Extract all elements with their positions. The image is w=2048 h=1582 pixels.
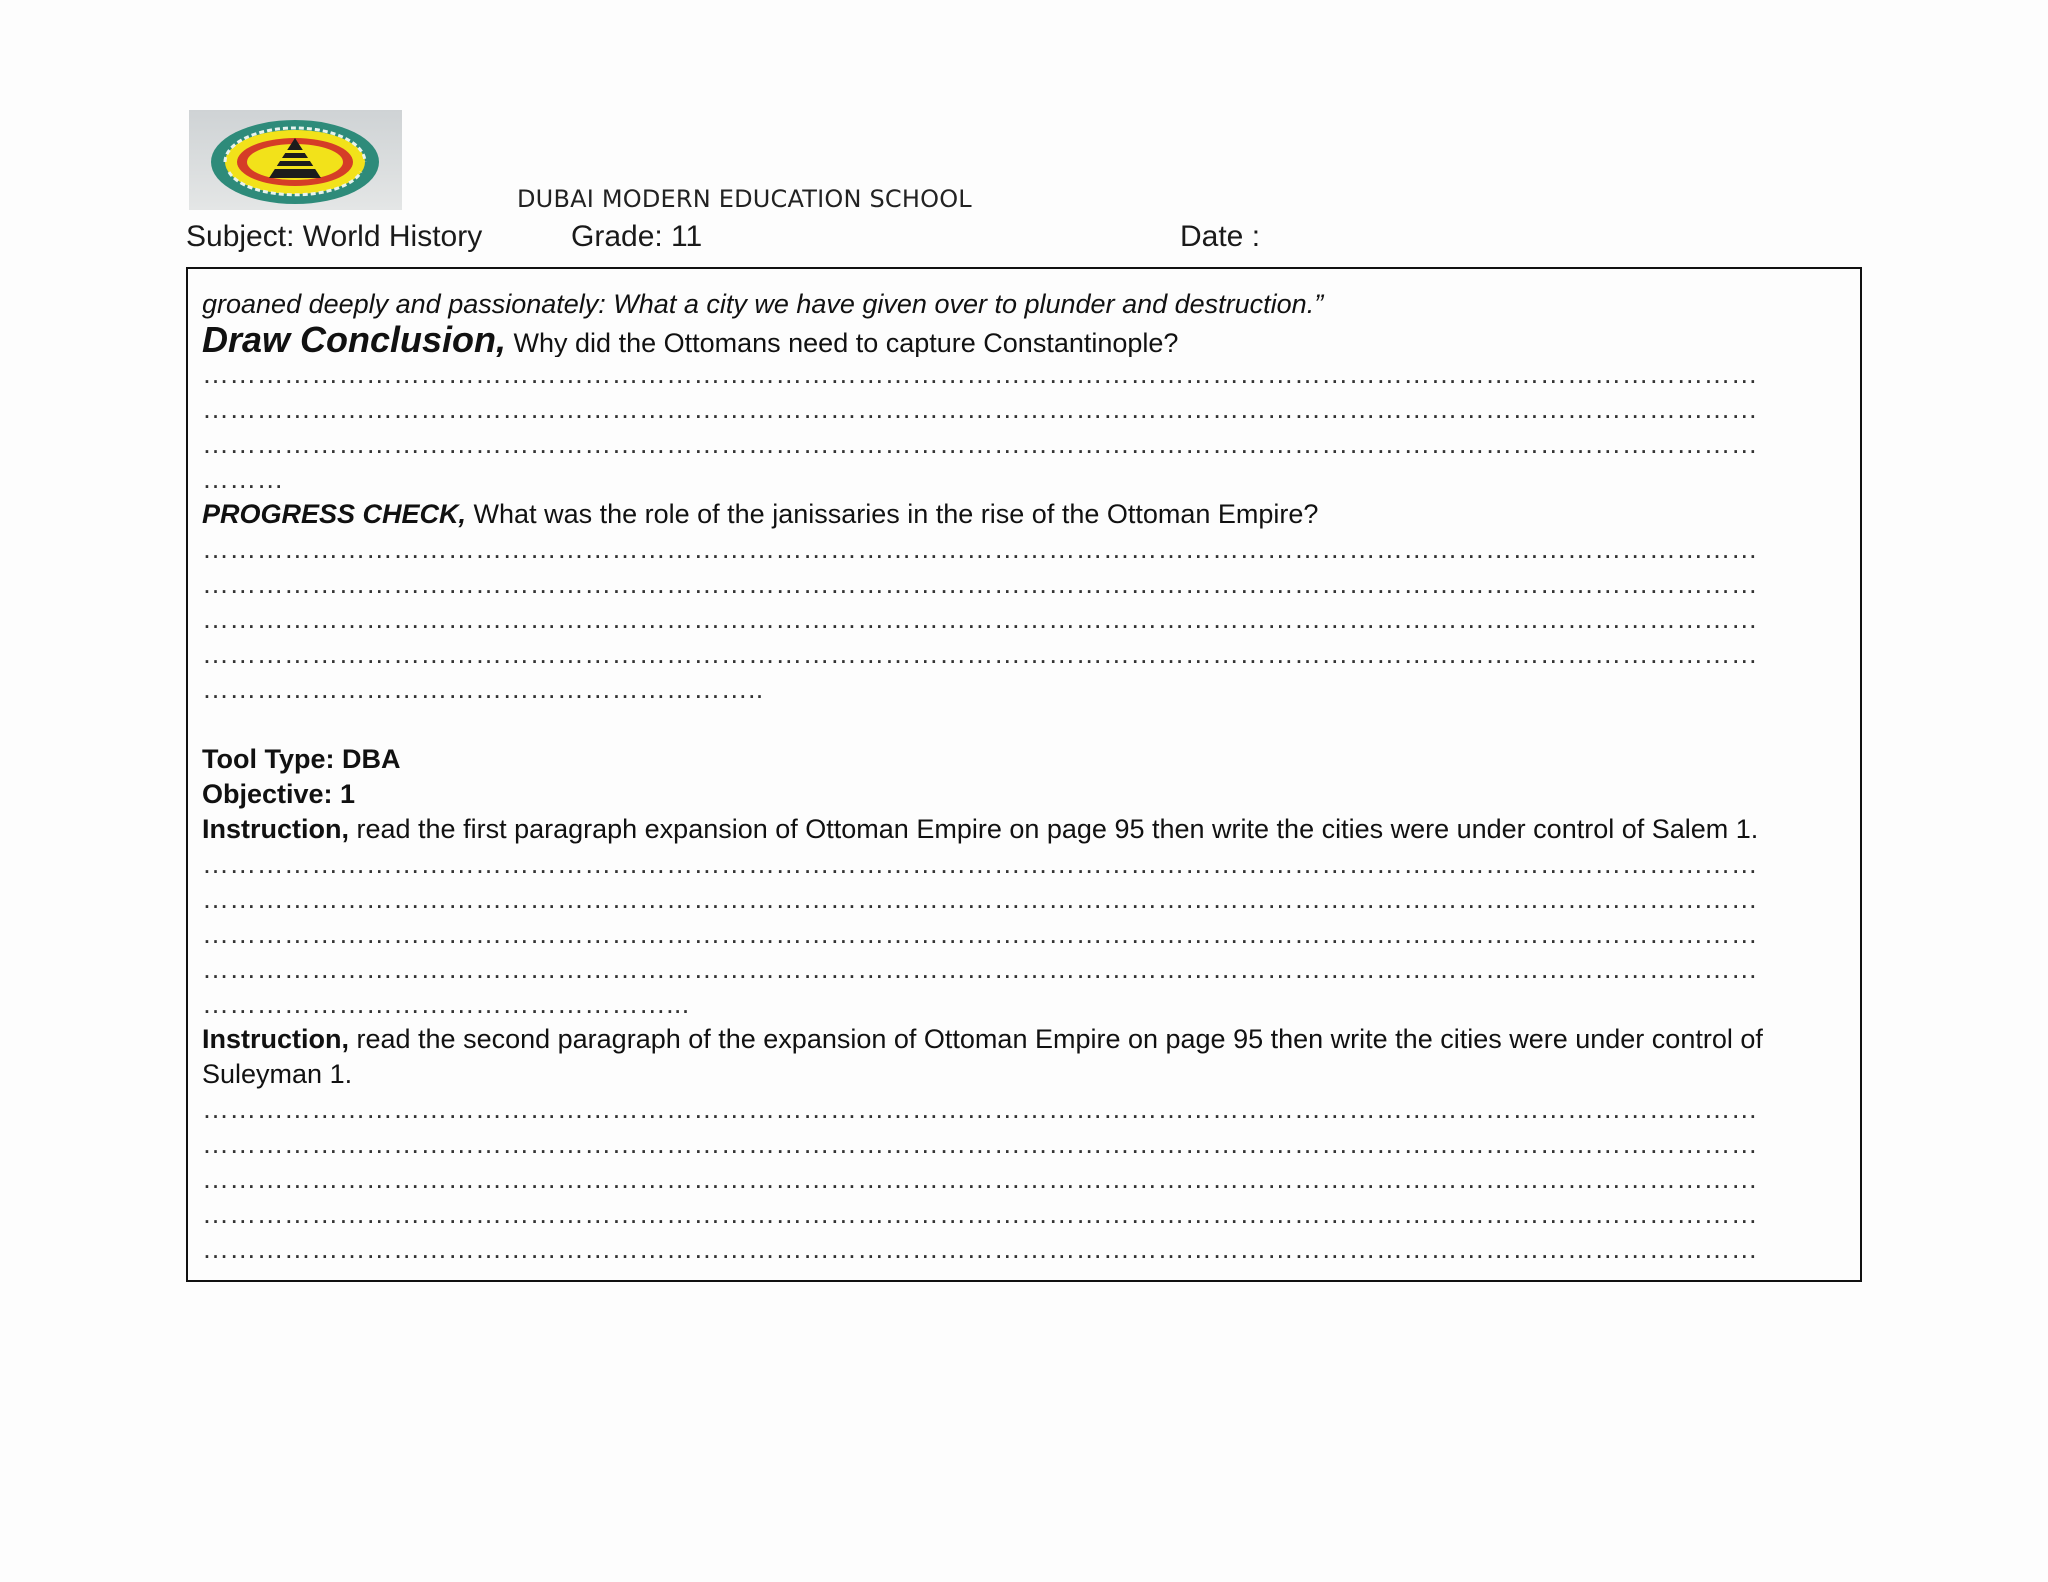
answer-line[interactable]: ……………………………………………………………………………………………………………………………………………………… xyxy=(202,1164,1759,1194)
answer-line[interactable]: ……………………………………………………………………………………………………………………………………………………… xyxy=(202,954,1759,984)
instruction-1-text: read the first paragraph expansion of Ottoman Empire on page 95 then write the cities were under control of Salem 1. xyxy=(349,814,1759,844)
instruction-1 xyxy=(202,812,1852,847)
answer-line[interactable]: ……………………………………………………………………………………………………………………………………………………… xyxy=(202,849,1759,879)
date-label: Date : xyxy=(1180,220,1261,253)
answer-line[interactable]: ……………………………………………………………………………………………………………………………………………………… xyxy=(202,884,1759,914)
instruction-2-text: read the second paragraph of the expansion of Ottoman Empire on page 95 then write the cities were under control of Suleyman 1. xyxy=(202,1024,1763,1089)
quote-line: groaned deeply and passionately: What a city we have given over to plunder and destruction.” xyxy=(202,289,1324,319)
school-name: DUBAI MODERN EDUCATION SCHOOL xyxy=(517,185,972,213)
grade-label: Grade: 11 xyxy=(571,220,703,253)
section-spacer xyxy=(202,707,1852,742)
answer-line[interactable]: ……………………………………………………………………………………………………………………………………………………… xyxy=(202,1094,1759,1124)
answer-line[interactable]: ……………………………………………………………………………………………………………………………………………………… xyxy=(202,394,1759,424)
draw-conclusion-text: Why did the Ottomans need to capture Constantinople? xyxy=(506,328,1179,357)
answer-line[interactable]: ……………………………………………………………………………………………………………………………………………………… xyxy=(202,1129,1759,1159)
instruction-2 xyxy=(202,1022,1852,1092)
answer-line[interactable]: …………………………………………………….. xyxy=(202,674,764,704)
answer-line[interactable]: ……………………………………………... xyxy=(202,989,690,1019)
draw-conclusion-question xyxy=(202,322,1852,357)
worksheet-content xyxy=(202,287,1852,1267)
worksheet-box xyxy=(186,267,1862,1282)
answer-line[interactable]: ……………………………………………………………………………………………………………………………………………………… xyxy=(202,1234,1759,1264)
progress-check-text: What was the role of the janissaries in the rise of the Ottoman Empire? xyxy=(466,499,1319,529)
answer-line[interactable]: ……………………………………………………………………………………………………………………………………………………… xyxy=(202,639,1759,669)
answer-line[interactable]: ……………………………………………………………………………………………………………………………………………………… xyxy=(202,429,1759,459)
instruction-1-label: Instruction, xyxy=(202,814,349,844)
school-crest-logo xyxy=(189,110,402,210)
crest-icon xyxy=(189,110,402,210)
subject-label: Subject: World History xyxy=(186,220,483,253)
instruction-2-label: Instruction, xyxy=(202,1024,349,1054)
answer-line[interactable]: ……………………………………………………………………………………………………………………………………………………… xyxy=(202,359,1759,389)
answer-line[interactable]: ……………………………………………………………………………………………………………………………………………………… xyxy=(202,569,1759,599)
answer-line[interactable]: ……… xyxy=(202,464,284,494)
answer-line[interactable]: ……………………………………………………………………………………………………………………………………………………… xyxy=(202,1199,1759,1229)
answer-line[interactable]: ……………………………………………………………………………………………………………………………………………………… xyxy=(202,919,1759,949)
objective: Objective: 1 xyxy=(202,779,356,809)
answer-line[interactable]: ……………………………………………………………………………………………………………………………………………………… xyxy=(202,534,1759,564)
progress-check-label: PROGRESS CHECK, xyxy=(202,499,467,529)
tool-type: Tool Type: DBA xyxy=(202,744,401,774)
progress-check-question xyxy=(202,497,1852,532)
draw-conclusion-label: Draw Conclusion, xyxy=(202,322,507,357)
answer-line[interactable]: ……………………………………………………………………………………………………………………………………………………… xyxy=(202,604,1759,634)
